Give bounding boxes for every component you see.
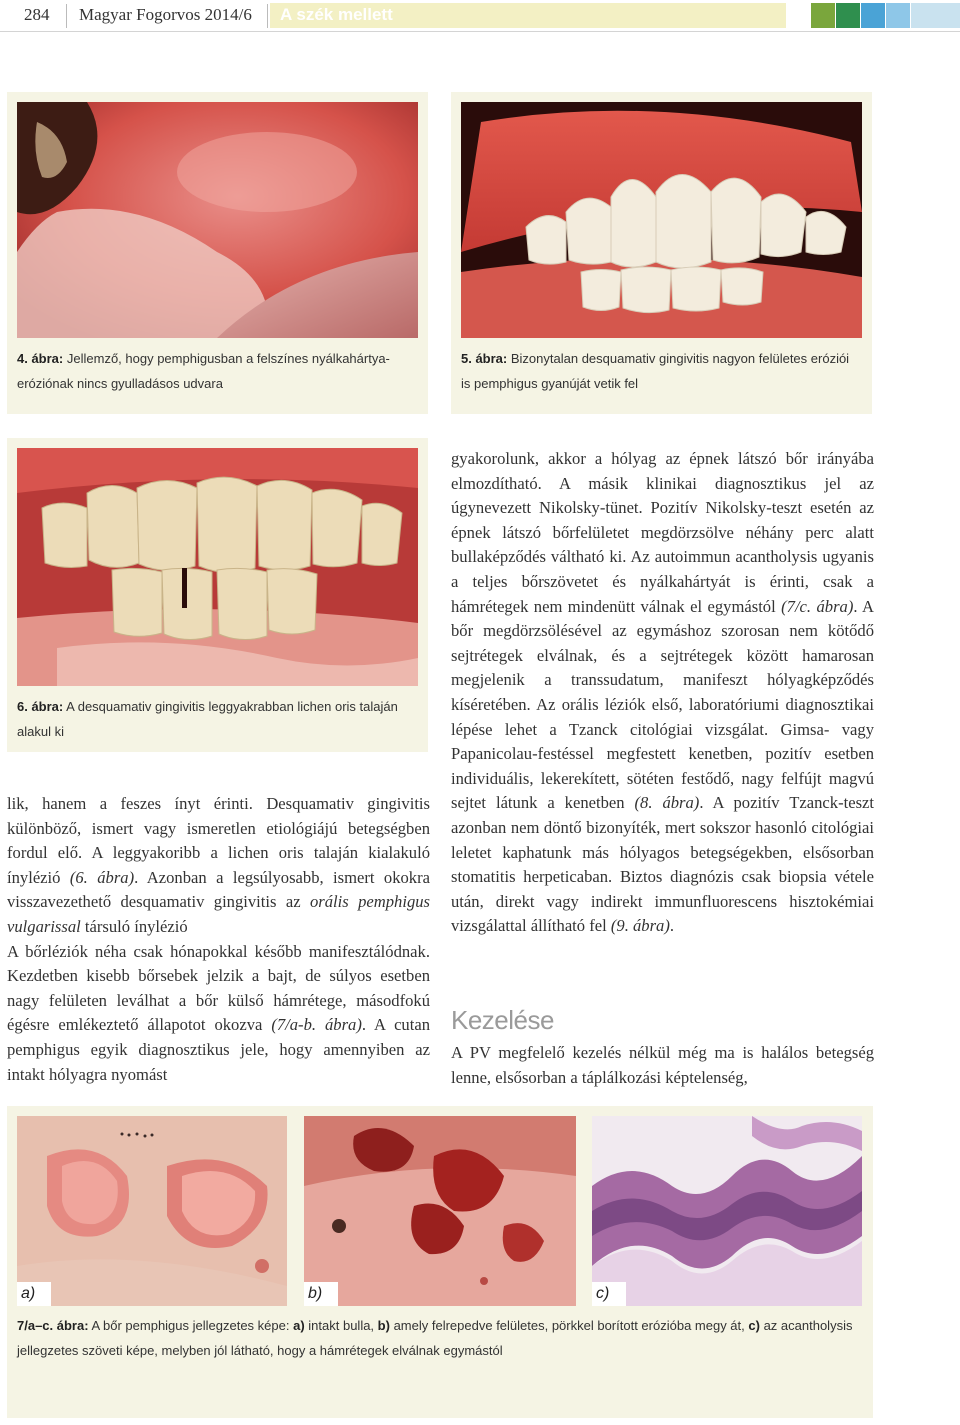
figure-label: 6. ábra: xyxy=(17,699,64,714)
figure-5-panel xyxy=(451,92,872,414)
figure-7a-photo xyxy=(17,1116,287,1306)
color-square xyxy=(811,3,835,28)
figure-label: 5. ábra: xyxy=(461,351,508,366)
header-rule xyxy=(0,31,960,32)
paragraph: A bőrléziók néha csak hónapokkal később manifesztálódnak. Kezdetben kisebb bőrsebek jelzik a bajt, de súlyos esetben nagy felületen leválhat a bőr külső hámrétege, másodfokú égésre emlékeztető állapotot okozva (7/a-b. ábra). A cutan pemphigus egyik diagnosztikus jele, hogy amennyiben az intakt hólyagra nyomást xyxy=(7,941,430,1084)
figure-7a-label: a) xyxy=(17,1282,51,1306)
paragraph: gyakorolunk, akkor a hólyag az épnek látszó bőr irányába elmozdítható. A másik klinikai diagnosztikus jel az úgynevezett Nikolsky-tünet. Pozitív Nikolsky-teszt esetén az épnek látszó bőrfelületet megdörzsölve néhány perc alatt bullaképződés váltható ki. Az autoimmun acantholysis ugyanis a teljes bőrszövetet és nyálkahártyát is érinti, csak a hámrétegek nem mindenütt válnak el egymástól (7/c. ábra). A bőr megdörzsölésével az egymáshoz szorosan nem kötődő sejtrétegek elválnak, és a sejtrétegek között hamarosan megjelenik a transsudatum, manifeszt hólyagképződés kíséretében. Az orális léziók első, laboratóriumi diagnosztikai lépése lehet a Tzanck citológiai vizsgálat. Gimsa- vagy Papanicolau-festéssel megfestett kenetben, pozitív esetben individuális, lekerekített, sötéten festődő, nagy felfújt magvú sejtet látunk a kenetben (8. ábra). A pozitív Tzanck-teszt azonban nem döntő bizonyíték, mert sokszor hasonló citológiai leletet kaphatunk más hólyagos betegségekben, elsősorban stomatitis herpeticaban. Biztos diagnózis csak biopsia vétele után, direkt vagy indirekt immunfluorescens hisztokémiai vizsgálattal állítható fel (9. ábra). xyxy=(451,449,874,936)
color-square xyxy=(886,3,910,28)
caption-text: Jellemző, hogy pemphigusban a felszínes nyálkahártya-eróziónak nincs gyulladásos udvara xyxy=(17,351,390,391)
figure-5-photo xyxy=(461,102,862,338)
paragraph: A PV megfelelő kezelés nélkül még ma is halálos betegség lenne, elsősorban a táplálkozási képtelenség, xyxy=(451,1043,874,1087)
right-column-text xyxy=(451,447,874,939)
figure-7-panel xyxy=(7,1106,873,1418)
figure-4-panel xyxy=(7,92,428,414)
figure-4-photo xyxy=(17,102,418,338)
color-square xyxy=(836,3,860,28)
left-column-text xyxy=(7,792,430,1087)
color-square xyxy=(911,3,960,28)
caption-text: Bizonytalan desquamativ gingivitis nagyon felületes eróziói is pemphigus gyanúját vetik fel xyxy=(461,351,850,391)
figure-7c-label: c) xyxy=(592,1282,626,1306)
figure-label: 4. ábra: xyxy=(17,351,64,366)
right-column-text-2 xyxy=(451,1041,874,1090)
section-title: A szék mellett xyxy=(280,5,393,24)
page-number: 284 xyxy=(24,5,50,24)
paragraph: lik, hanem a feszes ínyt érinti. Desquamativ gingivitis különböző, ismert vagy ismeretlen etiológiájú betegségben fordul elő. A leggyakoribb a lichen oris talaján kialakuló ínylézió (6. ábra). Azonban a legsúlyosabb, ismert okokra visszavezethető desquamativ gingivitis az orális pemphigus vulgarissal társuló ínylézió xyxy=(7,794,431,936)
figure-5-caption xyxy=(461,346,861,396)
figure-4-caption xyxy=(17,346,417,396)
caption-text: A desquamativ gingivitis leggyakrabban lichen oris talaján alakul ki xyxy=(17,699,398,739)
section-heading: Kezelése xyxy=(451,1005,554,1035)
journal-title: Magyar Fogorvos 2014/6 xyxy=(79,5,252,24)
header-divider xyxy=(66,4,67,28)
figure-6-caption xyxy=(17,694,417,744)
header-divider xyxy=(267,4,268,28)
figure-7b-photo xyxy=(304,1116,576,1306)
figure-7b-label: b) xyxy=(304,1282,338,1306)
figure-7-caption: 7/a–c. ábra: A bőr pemphigus jellegzetes képe: a) intakt bulla, b) amely felrepedve felületes, pörkkel borított erózióba megy át, c) az acantholysis jellegzetes szöveti képe, melyben jól látható, hogy a hámrétegek elválnak egymástól xyxy=(17,1318,853,1358)
figure-6-panel xyxy=(7,438,428,752)
figure-label: 7/a–c. ábra: xyxy=(17,1318,89,1333)
figure-7c-photo xyxy=(592,1116,862,1306)
page-header xyxy=(0,0,960,32)
figure-6-photo xyxy=(17,448,418,686)
color-square xyxy=(861,3,885,28)
